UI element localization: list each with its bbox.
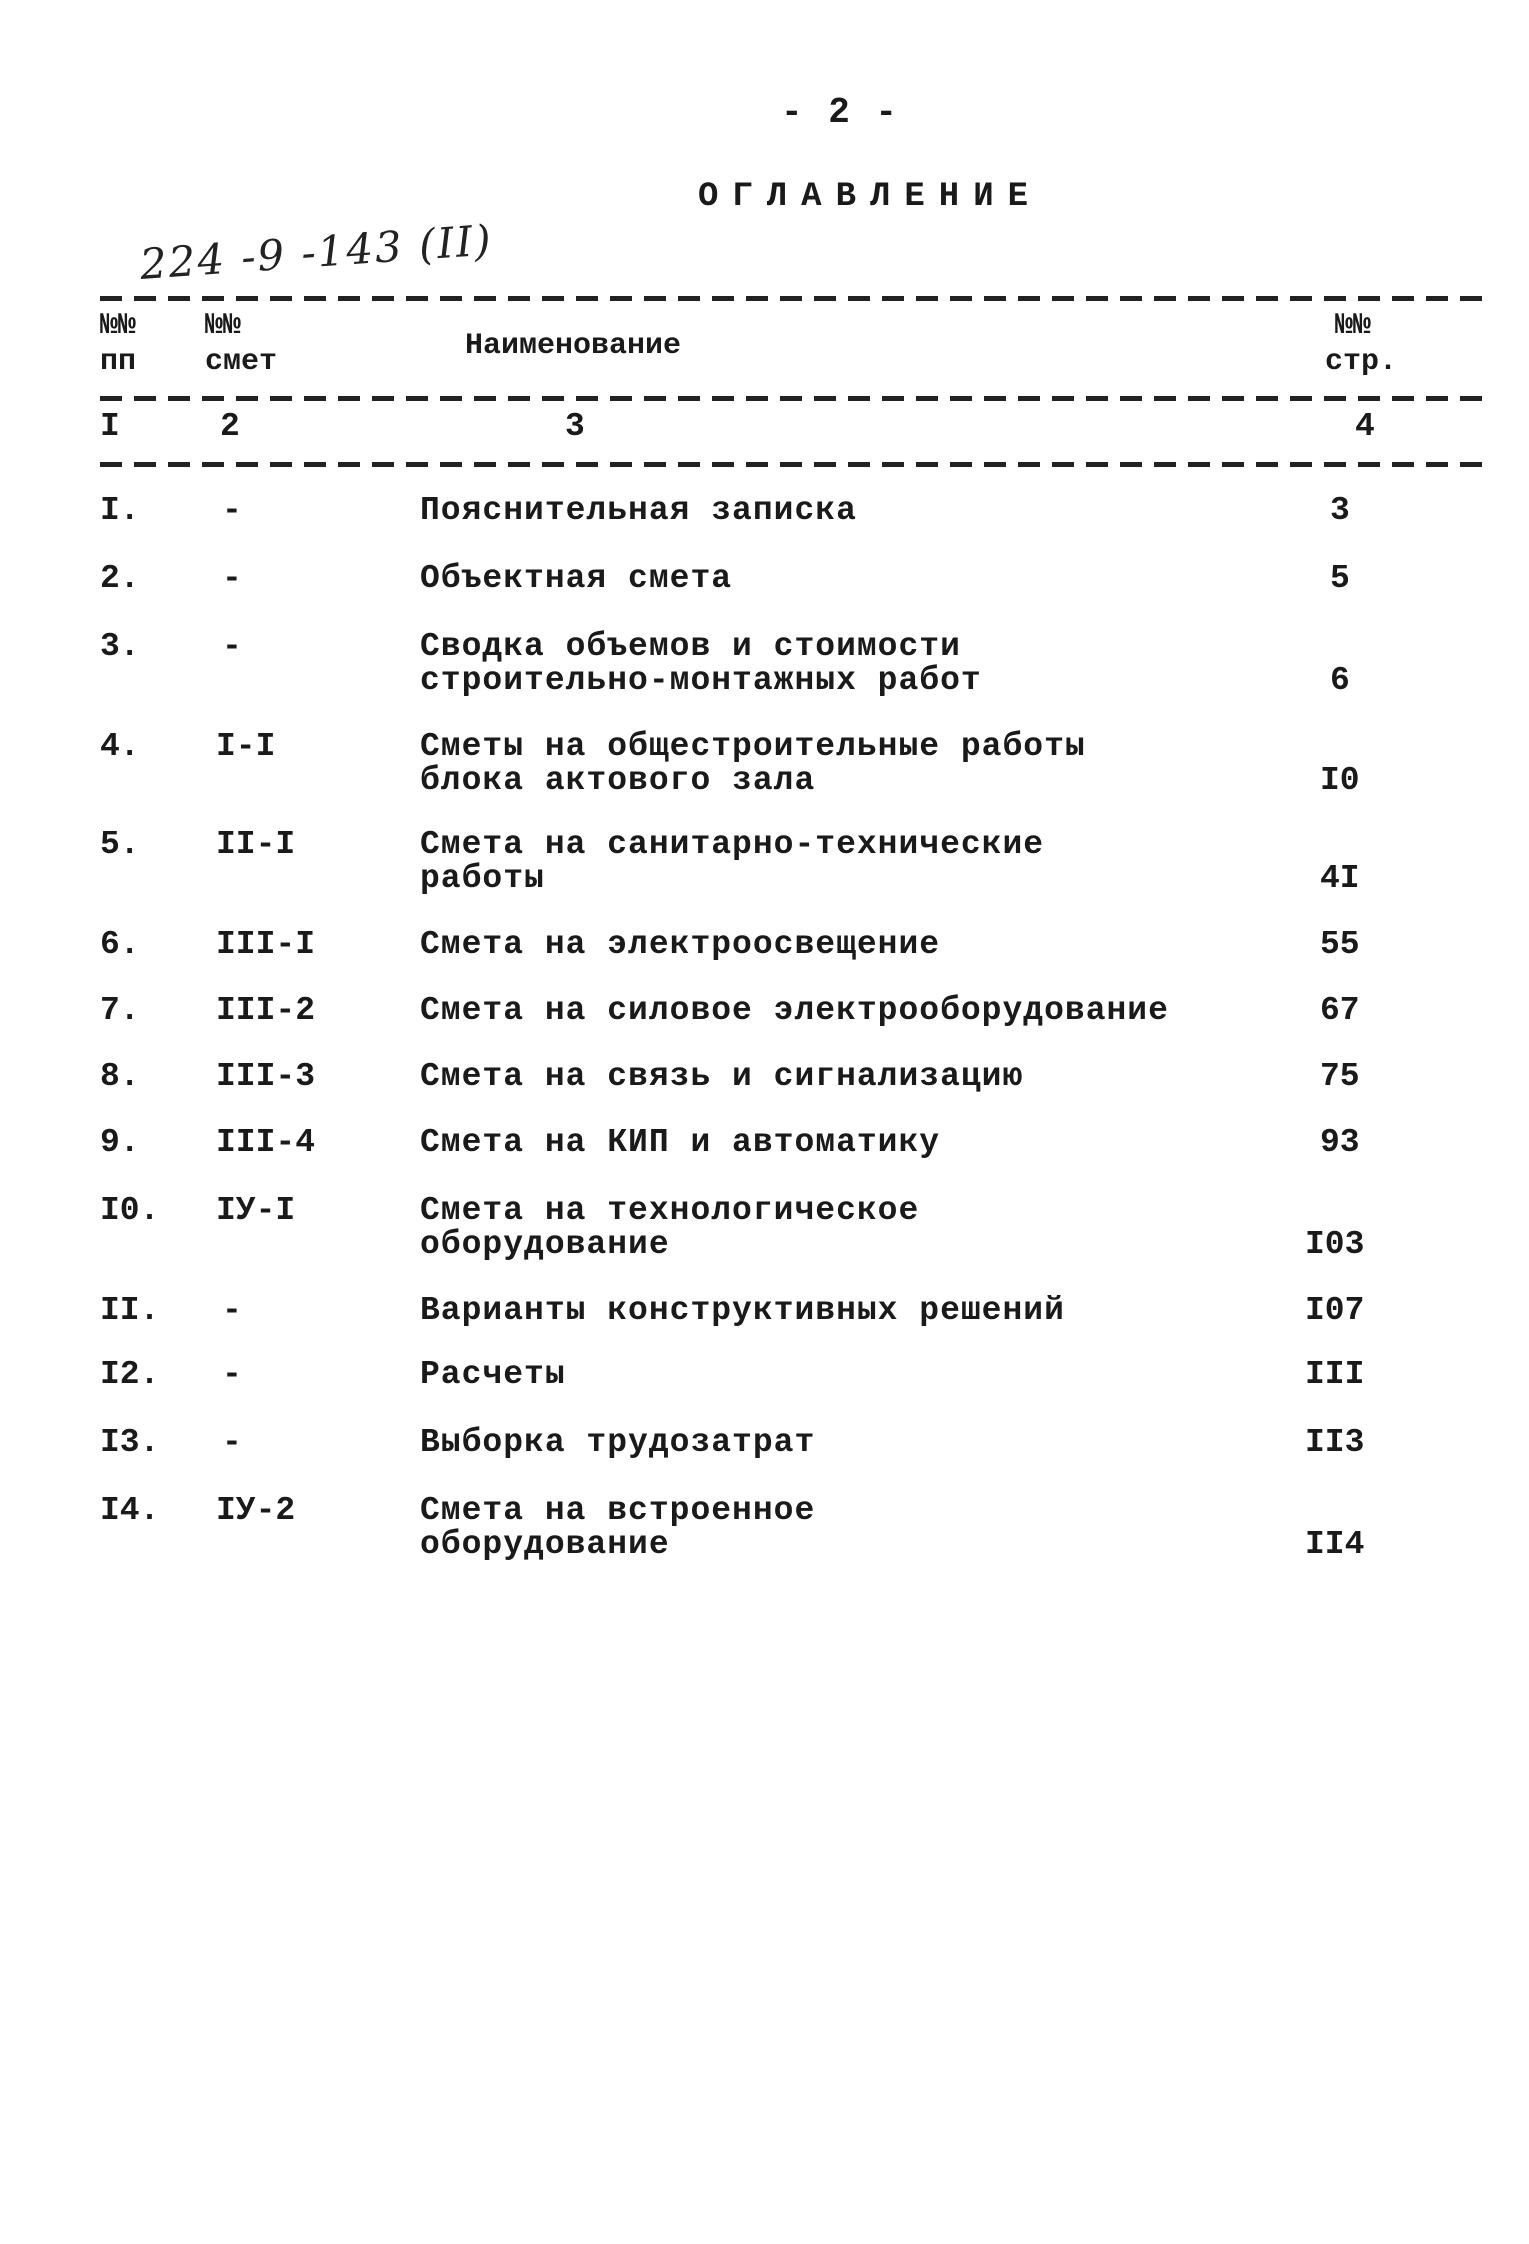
row-estimate: - <box>222 1356 242 1393</box>
row-number: 7. <box>100 992 140 1029</box>
row-title <box>420 730 1086 798</box>
row-title-line: Варианты конструктивных решений <box>420 1292 1065 1329</box>
row-title <box>420 1426 815 1460</box>
divider-columns <box>100 462 1490 467</box>
row-estimate: - <box>222 560 242 597</box>
row-title-line: Смета на санитарно-технические <box>420 826 1045 863</box>
row-number: 3. <box>100 628 140 665</box>
row-title <box>420 828 1044 896</box>
header-col-number <box>100 308 136 380</box>
row-title <box>420 1294 1065 1328</box>
row-estimate: - <box>222 1424 242 1461</box>
row-number: 9. <box>100 1124 140 1161</box>
handwritten-code: 224 -9 -143 (II) <box>138 215 495 289</box>
row-title <box>420 1194 919 1262</box>
row-title-line: Сметы на общестроительные работы <box>420 728 1086 765</box>
column-number-3: 3 <box>565 408 585 445</box>
header-col-page <box>1325 308 1397 380</box>
row-title-line: блока актового зала <box>420 762 816 799</box>
row-number: 6. <box>100 926 140 963</box>
row-number: I4. <box>100 1492 160 1529</box>
row-page: III <box>1305 1356 1365 1393</box>
row-page: I03 <box>1305 1226 1365 1263</box>
row-title <box>420 994 1169 1028</box>
divider-header <box>100 396 1490 401</box>
row-number: 5. <box>100 826 140 863</box>
header-col-number-line1: №№ <box>100 309 137 343</box>
row-title-line: Сводка объемов и стоимости <box>420 628 961 665</box>
row-title <box>420 494 857 528</box>
row-title <box>420 1060 1023 1094</box>
header-col-estimate-line1: №№ <box>205 309 242 343</box>
header-col-page-line1: №№ <box>1335 309 1372 343</box>
row-estimate: - <box>222 1292 242 1329</box>
row-page: 3 <box>1330 492 1350 529</box>
row-title-line: Смета на силовое электрооборудование <box>420 992 1169 1029</box>
row-title <box>420 1126 940 1160</box>
row-page: I0 <box>1320 762 1360 799</box>
row-title-line: Расчеты <box>420 1356 566 1393</box>
row-page: 93 <box>1320 1124 1360 1161</box>
header-col-name: Наименование <box>465 329 682 363</box>
row-number: 8. <box>100 1058 140 1095</box>
column-number-4: 4 <box>1355 408 1375 445</box>
row-estimate: - <box>222 628 242 665</box>
divider-top <box>100 296 1490 301</box>
header-col-page-line2: стр. <box>1325 345 1398 379</box>
row-title <box>420 630 982 698</box>
row-estimate: I-I <box>216 728 276 765</box>
row-number: I2. <box>100 1356 160 1393</box>
header-col-estimate <box>205 308 277 380</box>
row-estimate: - <box>222 492 242 529</box>
row-estimate: III-2 <box>216 992 316 1029</box>
row-number: I. <box>100 492 140 529</box>
row-title-line: Смета на связь и сигнализацию <box>420 1058 1024 1095</box>
row-page: 75 <box>1320 1058 1360 1095</box>
row-title <box>420 562 732 596</box>
row-page: 6 <box>1330 662 1350 699</box>
row-page: 4I <box>1320 860 1360 897</box>
row-number: I0. <box>100 1192 160 1229</box>
row-title <box>420 1358 566 1392</box>
column-number-2: 2 <box>220 408 240 445</box>
row-title-line: Смета на КИП и автоматику <box>420 1124 941 1161</box>
header-col-estimate-line2: смет <box>205 345 278 379</box>
row-page: 5 <box>1330 560 1350 597</box>
row-estimate: IУ-I <box>216 1192 296 1229</box>
row-page: 67 <box>1320 992 1360 1029</box>
row-number: 2. <box>100 560 140 597</box>
page-number: - 2 - <box>780 92 900 133</box>
column-number-1: I <box>100 408 120 445</box>
row-number: I3. <box>100 1424 160 1461</box>
row-title <box>420 1494 815 1562</box>
row-page: I07 <box>1305 1292 1365 1329</box>
row-page: II4 <box>1305 1526 1365 1563</box>
row-number: II. <box>100 1292 160 1329</box>
row-estimate: IУ-2 <box>216 1492 296 1529</box>
row-title-line: строительно-монтажных работ <box>420 662 982 699</box>
row-estimate: II-I <box>216 826 296 863</box>
page-title: ОГЛАВЛЕНИЕ <box>697 178 1043 216</box>
row-number: 4. <box>100 728 140 765</box>
row-estimate: III-I <box>216 926 316 963</box>
row-title-line: Выборка трудозатрат <box>420 1424 816 1461</box>
row-estimate: III-3 <box>216 1058 316 1095</box>
row-title <box>420 928 940 962</box>
row-page: II3 <box>1305 1424 1365 1461</box>
row-title-line: работы <box>420 860 545 897</box>
row-title-line: Смета на электроосвещение <box>420 926 941 963</box>
row-title-line: Смета на встроенное <box>420 1492 816 1529</box>
row-title-line: оборудование <box>420 1226 670 1263</box>
row-title-line: Пояснительная записка <box>420 492 857 529</box>
row-estimate: III-4 <box>216 1124 316 1161</box>
row-title-line: оборудование <box>420 1526 670 1563</box>
header-col-number-line2: пп <box>100 345 137 379</box>
row-title-line: Объектная смета <box>420 560 733 597</box>
row-page: 55 <box>1320 926 1360 963</box>
row-title-line: Смета на технологическое <box>420 1192 920 1229</box>
